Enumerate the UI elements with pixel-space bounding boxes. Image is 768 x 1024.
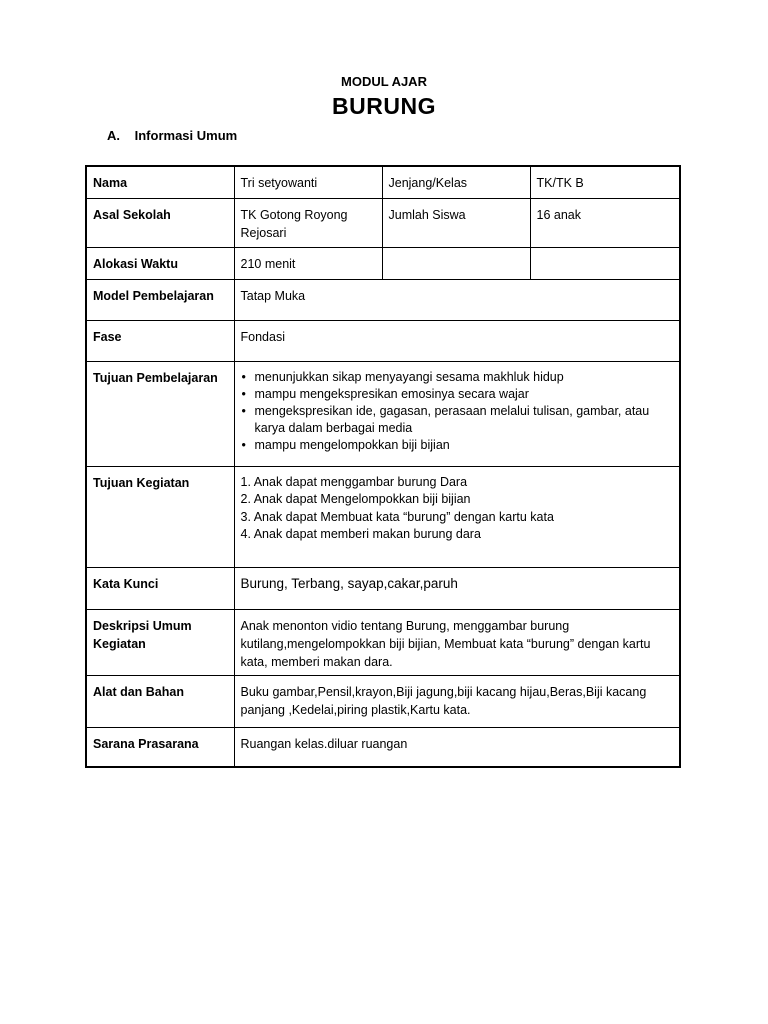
section-heading: [107, 128, 237, 143]
value-jenjang: TK/TK B: [530, 166, 680, 198]
label-sarana: Sarana Prasarana: [86, 727, 234, 767]
empty-cell: [382, 247, 530, 279]
value-alokasi-waktu: 210 menit: [234, 247, 382, 279]
section-number: A.: [107, 128, 120, 143]
value-model-pembelajaran: Tatap Muka: [234, 279, 680, 320]
value-tujuan-pembelajaran: [234, 361, 680, 466]
label-jenjang: Jenjang/Kelas: [382, 166, 530, 198]
label-asal-sekolah: Asal Sekolah: [86, 198, 234, 247]
list-item: 3. Anak dapat Membuat kata “burung” dengan kartu kata: [240, 509, 554, 524]
value-alat-bahan: Buku gambar,Pensil,krayon,Biji jagung,biji kacang hijau,Beras,Biji kacang panjang ,Kedelai,piring plastik,Kartu kata.: [234, 675, 680, 727]
list-item: • menunjukkan sikap menyayangi sesama makhluk hidup: [255, 369, 674, 386]
tujuan-kegiatan-list: [241, 474, 674, 544]
tujuan-pembelajaran-list: [241, 369, 674, 454]
label-nama: Nama: [86, 166, 234, 198]
table-row-kata-kunci: [86, 567, 680, 609]
table-row-alokasi-waktu: [86, 247, 680, 279]
value-kata-kunci: Burung, Terbang, sayap,cakar,paruh: [234, 567, 680, 609]
table-row-nama: [86, 166, 680, 198]
document-kicker: MODUL AJAR: [341, 74, 427, 89]
table-row-model-pembelajaran: [86, 279, 680, 320]
list-item: • mampu mengelompokkan biji bijian: [255, 437, 674, 454]
table-row-asal-sekolah: [86, 198, 680, 247]
list-item: • mengekspresikan ide, gagasan, perasaan melalui tulisan, gambar, atau karya dalam berbagai media: [255, 403, 674, 437]
document-title: BURUNG: [332, 93, 436, 119]
label-kata-kunci: Kata Kunci: [86, 567, 234, 609]
table-row-tujuan-kegiatan: [86, 466, 680, 567]
value-sarana: Ruangan kelas.diluar ruangan: [234, 727, 680, 767]
table-row-sarana: [86, 727, 680, 767]
section-title: Informasi Umum: [134, 128, 238, 143]
table-row-deskripsi: [86, 609, 680, 675]
label-fase: Fase: [86, 320, 234, 361]
value-deskripsi: Anak menonton vidio tentang Burung, menggambar burung kutilang,mengelompokkan biji bijian, Membuat kata “burung” dengan kartu kata, memberi makan dara.: [234, 609, 680, 675]
label-tujuan-pembelajaran: Tujuan Pembelajaran: [86, 361, 234, 466]
list-item: 1. Anak dapat menggambar burung Dara: [240, 474, 468, 489]
info-table: [85, 165, 681, 768]
label-model-pembelajaran: Model Pembelajaran: [86, 279, 234, 320]
table-row-tujuan-pembelajaran: [86, 361, 680, 466]
label-alokasi-waktu: Alokasi Waktu: [86, 247, 234, 279]
label-alat-bahan: Alat dan Bahan: [86, 675, 234, 727]
list-item: 2. Anak dapat Mengelompokkan biji bijian: [240, 492, 471, 506]
value-fase: Fondasi: [234, 320, 680, 361]
value-nama: Tri setyowanti: [234, 166, 382, 198]
table-row-fase: [86, 320, 680, 361]
empty-cell: [530, 247, 680, 279]
list-item: 4. Anak dapat memberi makan burung dara: [240, 527, 481, 541]
label-tujuan-kegiatan: Tujuan Kegiatan: [86, 466, 234, 567]
value-jumlah-siswa: 16 anak: [530, 198, 680, 247]
list-item: • mampu mengekspresikan emosinya secara wajar: [255, 386, 674, 403]
value-tujuan-kegiatan: [234, 466, 680, 567]
table-row-alat-bahan: [86, 675, 680, 727]
value-asal-sekolah: TK Gotong Royong Rejosari: [234, 198, 382, 247]
label-jumlah-siswa: Jumlah Siswa: [382, 198, 530, 247]
label-deskripsi: Deskripsi Umum Kegiatan: [86, 609, 234, 675]
